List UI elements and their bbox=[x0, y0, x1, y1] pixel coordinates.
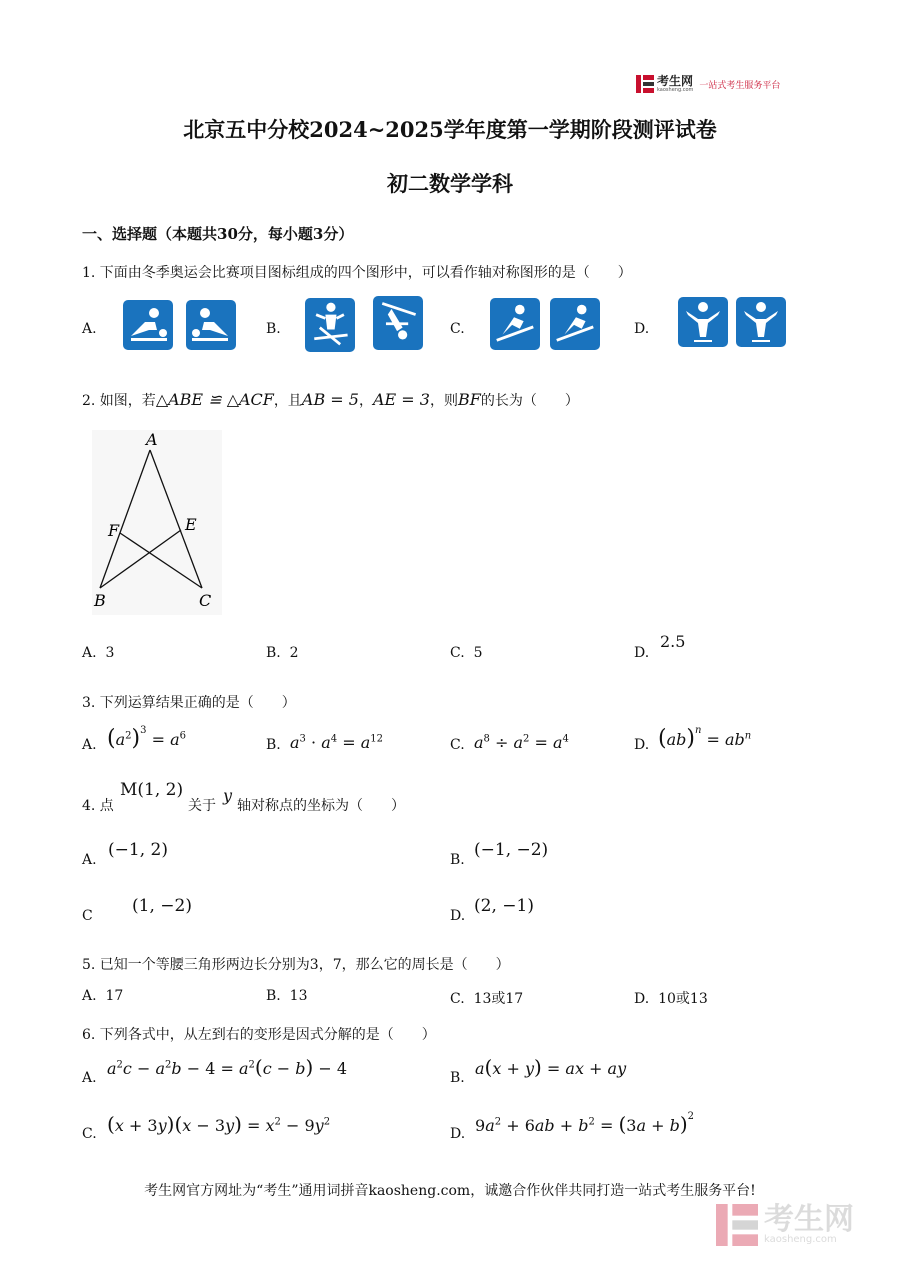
footer-note: 考生网官方网址为“考生”通用词拼音kaosheng.com，诚邀合作伙伴共同打造一站式考生服务平台! bbox=[144, 1183, 756, 1199]
ski-jump-icon bbox=[305, 298, 355, 352]
q5-option-d: D. 10或13 bbox=[634, 991, 708, 1007]
q1-option-b-label: B. bbox=[266, 321, 281, 337]
triangle-figure bbox=[92, 430, 222, 615]
q4-stem-mid: 关于 bbox=[188, 798, 216, 814]
question-4-stem: 4. 点 bbox=[82, 798, 114, 814]
q4-option-d-label: D. bbox=[450, 908, 466, 924]
q2-option-c: C. 5 bbox=[450, 645, 483, 661]
point-e-label: E bbox=[185, 515, 197, 534]
section-heading: 一、选择题（本题共30分，每小题3分） bbox=[82, 225, 354, 243]
q5-option-b: B. 13 bbox=[266, 988, 308, 1004]
q2-stem-sep: ， bbox=[358, 393, 373, 409]
q2-stem-mid2: ，则 bbox=[429, 393, 458, 409]
logo-slogan: 一站式考生服务平台 bbox=[699, 80, 781, 91]
q4-axis: y bbox=[223, 786, 233, 805]
q3-option-b-label: B. bbox=[266, 737, 281, 753]
question-1-stem: 1. 下面由冬季奥运会比赛项目图标组成的四个图形中，可以看作轴对称图形的是（ ） bbox=[82, 265, 632, 281]
point-a-label: A bbox=[146, 430, 158, 449]
q2-congruence: △ABE ≌ △ACF bbox=[155, 390, 274, 409]
q1-option-a-label: A. bbox=[82, 321, 97, 337]
q2-option-b: B. 2 bbox=[266, 645, 299, 661]
question-3-stem: 3. 下列运算结果正确的是（ ） bbox=[82, 695, 296, 711]
q3-option-d-label: D. bbox=[634, 737, 650, 753]
exam-title: 北京五中分校2024~2025学年度第一学期阶段测评试卷 bbox=[183, 117, 717, 142]
q3-option-a-formula: $(a^2)^3 = a^6$ bbox=[107, 724, 186, 751]
q6-option-a-label: A. bbox=[82, 1070, 97, 1086]
figure-skating-icon bbox=[736, 297, 786, 347]
q6-option-c-label: C. bbox=[82, 1126, 97, 1142]
q1-option-d-label: D. bbox=[634, 321, 650, 337]
watermark bbox=[716, 1201, 854, 1246]
q4-option-c-label: C bbox=[82, 908, 93, 924]
q2-ae-value: AE = 3 bbox=[372, 390, 430, 409]
watermark-name: 考生网 bbox=[764, 1201, 854, 1237]
point-c-label: C bbox=[199, 591, 212, 610]
q6-option-d-formula: $9a^2 + 6ab + b^2 = (3a + b)^2$ bbox=[475, 1110, 694, 1136]
q6-option-c-formula: $(x + 3y)(x - 3y) = x^2 - 9y^2$ bbox=[107, 1112, 331, 1136]
logo-url: kaosheng.com bbox=[657, 86, 694, 93]
q3-option-c-formula: $a^8 \div a^2 = a^4$ bbox=[474, 733, 569, 752]
curling-icon bbox=[123, 300, 173, 350]
q4-point: M(1, 2) bbox=[120, 780, 184, 800]
kaosheng-logo-icon bbox=[636, 75, 654, 93]
point-b-label: B bbox=[94, 591, 106, 610]
logo-name: 考生网 bbox=[657, 73, 694, 88]
q4-option-d-value: (2, −1) bbox=[474, 896, 534, 916]
q2-option-d-label: D. bbox=[634, 645, 650, 661]
question-5-stem: 5. 已知一个等腰三角形两边长分别为3，7，那么它的周长是（ ） bbox=[82, 957, 510, 973]
q3-option-a-label: A. bbox=[82, 737, 97, 753]
point-f-label: F bbox=[108, 521, 120, 540]
q5-option-c: C. 13或17 bbox=[450, 991, 524, 1007]
figure-skating-icon bbox=[678, 297, 728, 347]
q2-option-d-value: 2.5 bbox=[660, 632, 686, 651]
q2-ab-value: AB = 5 bbox=[301, 390, 359, 409]
q5-option-a: A. 17 bbox=[82, 988, 124, 1004]
q6-option-b-label: B. bbox=[450, 1070, 465, 1086]
ski-jump-icon bbox=[373, 296, 423, 350]
snowboard-icon bbox=[490, 298, 540, 350]
q2-stem-post: 的长为（ ） bbox=[480, 393, 579, 409]
q4-stem-post: 轴对称点的坐标为（ ） bbox=[237, 798, 405, 814]
q3-option-d-formula: $(ab)^n = ab^n$ bbox=[658, 724, 752, 751]
q1-option-c-label: C. bbox=[450, 321, 465, 337]
q4-option-a-label: A. bbox=[82, 852, 97, 868]
watermark-url: kaosheng.com bbox=[764, 1233, 837, 1245]
header-logo bbox=[636, 72, 806, 96]
q2-stem-mid: ，且 bbox=[273, 393, 302, 409]
question-6-stem: 6. 下列各式中，从左到右的变形是因式分解的是（ ） bbox=[82, 1027, 436, 1043]
q3-option-c-label: C. bbox=[450, 737, 465, 753]
q4-option-a-value: (−1, 2) bbox=[108, 840, 168, 860]
snowboard-icon bbox=[550, 298, 600, 350]
q6-option-d-label: D. bbox=[450, 1126, 466, 1142]
exam-subtitle: 初二数学学科 bbox=[387, 171, 513, 196]
q6-option-a-formula: $a^2c - a^2b - 4 = a^2(c - b) - 4$ bbox=[107, 1055, 348, 1079]
curling-icon bbox=[186, 300, 236, 350]
q2-option-a: A. 3 bbox=[82, 645, 115, 661]
q4-option-b-label: B. bbox=[450, 852, 465, 868]
q2-stem-pre: 2. 如图，若 bbox=[82, 393, 156, 409]
question-2-stem bbox=[82, 390, 579, 410]
q4-option-b-value: (−1, −2) bbox=[474, 840, 549, 860]
q3-option-b-formula: $a^3 \cdot a^4 = a^{12}$ bbox=[290, 733, 383, 752]
watermark-logo-icon bbox=[716, 1204, 758, 1246]
q2-bf: BF bbox=[457, 390, 481, 409]
q6-option-b-formula: a(x + y) = ax + ay bbox=[475, 1055, 627, 1079]
q4-option-c-value: (1, −2) bbox=[132, 896, 192, 916]
